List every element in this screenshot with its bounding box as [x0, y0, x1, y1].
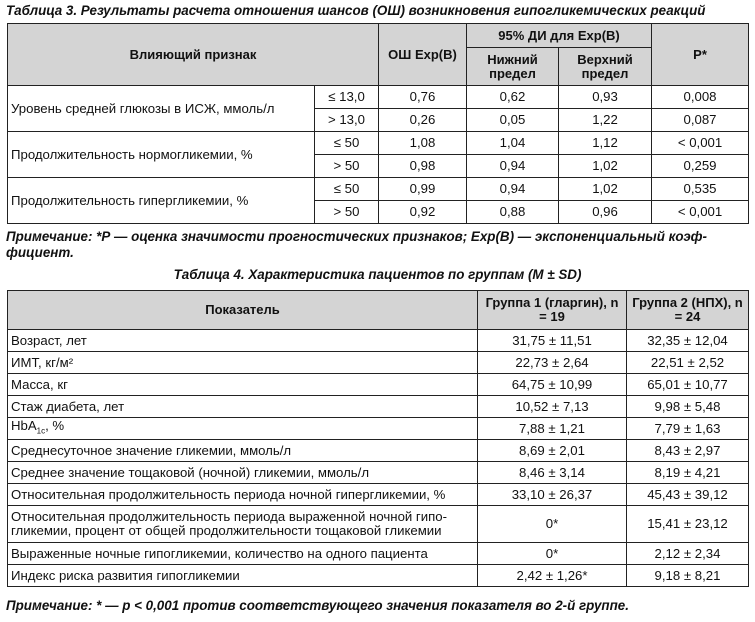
param-label — [8, 565, 478, 587]
header-param: Показатель — [8, 291, 478, 330]
group1-value: 2,42 ± 1,26* — [478, 565, 627, 587]
table4-caption: Таблица 4. Характеристика пациентов по группам (M ± SD) — [173, 267, 582, 282]
param-label — [8, 440, 478, 462]
header-factor: Влияющий признак — [8, 24, 379, 86]
table-row — [8, 418, 749, 440]
group2-value: 8,43 ± 2,97 — [627, 440, 749, 462]
table-row — [8, 396, 749, 418]
header-ci: 95% ДИ для Exp(B) — [467, 24, 652, 48]
header-lower: Нижний предел — [467, 48, 559, 86]
ci-upper-value: 1,02 — [559, 178, 652, 201]
param-label — [8, 352, 478, 374]
group1-value: 33,10 ± 26,37 — [478, 484, 627, 506]
group2-value: 45,43 ± 39,12 — [627, 484, 749, 506]
param-label-text: Индекс риска развития гипогликемии — [11, 567, 240, 583]
param-label — [8, 543, 478, 565]
or-value: 0,98 — [379, 155, 467, 178]
table-row — [8, 86, 749, 109]
or-value: 0,92 — [379, 201, 467, 224]
ci-lower-value: 1,04 — [467, 132, 559, 155]
group1-value: 10,52 ± 7,13 — [478, 396, 627, 418]
header-group2: Группа 2 (НПХ), n = 24 — [627, 291, 749, 330]
param-label-text: Относительная продолжительность периода выраженной ночной гипогликемии, процент от общей продолжительности тощаковой гликемии — [11, 509, 447, 538]
table-row — [8, 352, 749, 374]
group2-value: 7,79 ± 1,63 — [627, 418, 749, 440]
condition-cell: ≤ 50 — [315, 132, 379, 155]
param-label — [8, 374, 478, 396]
ci-lower-value: 0,94 — [467, 178, 559, 201]
param-label-text: Среднее значение тощаковой (ночной) гликемии, ммоль/л — [11, 464, 370, 480]
table3-caption: Таблица 3. Результаты расчета отношения шансов (ОШ) возникновения гипогликемических реакций — [6, 3, 706, 18]
table4-note: Примечание: * — р < 0,001 против соответствующего значения показателя во 2-й группе. — [6, 598, 629, 613]
param-label-text: Выраженные ночные гипогликемии, количество на одного пациента — [11, 545, 428, 561]
group2-value: 8,19 ± 4,21 — [627, 462, 749, 484]
condition-cell: ≤ 13,0 — [315, 86, 379, 109]
ci-lower-value: 0,62 — [467, 86, 559, 109]
p-value: 0,535 — [652, 178, 749, 201]
param-label-subscript: 1c — [36, 426, 46, 436]
ci-upper-value: 0,93 — [559, 86, 652, 109]
param-label — [8, 330, 478, 352]
param-label — [8, 484, 478, 506]
param-label-text: Возраст, лет — [11, 332, 87, 348]
group1-value: 8,46 ± 3,14 — [478, 462, 627, 484]
param-label-text: Стаж диабета, лет — [11, 398, 125, 414]
table-row — [8, 374, 749, 396]
param-label-text: Среднесуточное значение гликемии, ммоль/л — [11, 442, 292, 458]
table-row — [8, 543, 749, 565]
table-row — [8, 506, 749, 543]
table-row — [8, 484, 749, 506]
header-or: ОШ Exp(B) — [379, 24, 467, 86]
ci-upper-value: 1,22 — [559, 109, 652, 132]
group1-value: 8,69 ± 2,01 — [478, 440, 627, 462]
ci-lower-value: 0,88 — [467, 201, 559, 224]
p-value: < 0,001 — [652, 201, 749, 224]
param-label-text: Относительная продолжительность периода ночной гипергликемии, % — [11, 486, 446, 502]
param-label — [8, 506, 478, 543]
condition-cell: ≤ 50 — [315, 178, 379, 201]
group1-value: 64,75 ± 10,99 — [478, 374, 627, 396]
odds-ratio-table — [7, 23, 749, 224]
p-value: 0,087 — [652, 109, 749, 132]
patients-table — [7, 290, 749, 587]
condition-cell: > 50 — [315, 201, 379, 224]
table3-note: Примечание: *Р — оценка значимости прогностических признаков; Exp(B) — экспоненциальный коэффициент. — [6, 229, 707, 260]
group2-value: 22,51 ± 2,52 — [627, 352, 749, 374]
p-value: 0,259 — [652, 155, 749, 178]
header-group1: Группа 1 (гларгин), n = 19 — [478, 291, 627, 330]
table-row — [8, 178, 749, 201]
group2-value: 2,12 ± 2,34 — [627, 543, 749, 565]
factor-label: Продолжительность гипергликемии, % — [8, 178, 315, 224]
ci-upper-value: 1,02 — [559, 155, 652, 178]
table-row — [8, 565, 749, 587]
p-value: 0,008 — [652, 86, 749, 109]
group2-value: 65,01 ± 10,77 — [627, 374, 749, 396]
ci-upper-value: 0,96 — [559, 201, 652, 224]
header-p: P* — [652, 24, 749, 86]
param-label — [8, 418, 478, 440]
factor-label: Уровень средней глюкозы в ИСЖ, ммоль/л — [8, 86, 315, 132]
factor-label: Продолжительность нормогликемии, % — [8, 132, 315, 178]
table-row — [8, 462, 749, 484]
group1-value: 31,75 ± 11,51 — [478, 330, 627, 352]
param-label-text: ИМТ, кг/м² — [11, 354, 74, 370]
table-row — [8, 330, 749, 352]
ci-lower-value: 0,05 — [467, 109, 559, 132]
table-row — [8, 132, 749, 155]
group1-value: 22,73 ± 2,64 — [478, 352, 627, 374]
param-label — [8, 396, 478, 418]
or-value: 1,08 — [379, 132, 467, 155]
group1-value: 0* — [478, 506, 627, 543]
param-label — [8, 462, 478, 484]
group2-value: 15,41 ± 23,12 — [627, 506, 749, 543]
header-upper: Верхний предел — [559, 48, 652, 86]
or-value: 0,99 — [379, 178, 467, 201]
group1-value: 7,88 ± 1,21 — [478, 418, 627, 440]
ci-upper-value: 1,12 — [559, 132, 652, 155]
condition-cell: > 50 — [315, 155, 379, 178]
param-label-suffix: , % — [45, 417, 65, 433]
or-value: 0,26 — [379, 109, 467, 132]
group2-value: 9,98 ± 5,48 — [627, 396, 749, 418]
condition-cell: > 13,0 — [315, 109, 379, 132]
ci-lower-value: 0,94 — [467, 155, 559, 178]
group1-value: 0* — [478, 543, 627, 565]
group2-value: 9,18 ± 8,21 — [627, 565, 749, 587]
or-value: 0,76 — [379, 86, 467, 109]
param-label-text: Масса, кг — [11, 376, 68, 392]
table-row — [8, 440, 749, 462]
group2-value: 32,35 ± 12,04 — [627, 330, 749, 352]
p-value: < 0,001 — [652, 132, 749, 155]
param-label-text: HbA — [11, 417, 37, 433]
